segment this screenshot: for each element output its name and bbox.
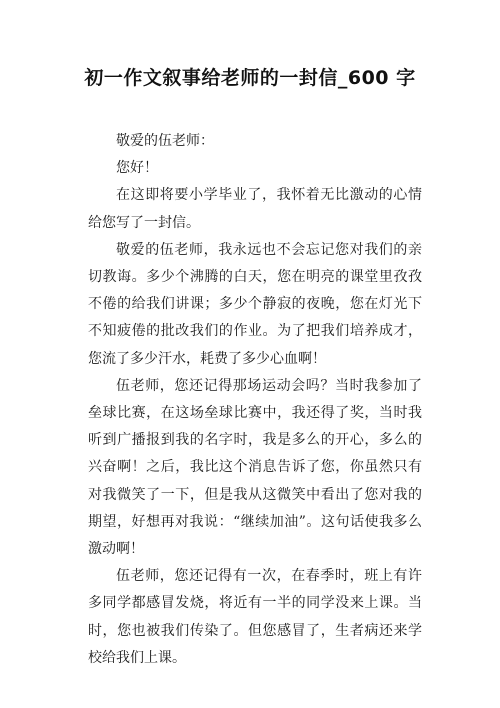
paragraph: 敬爱的伍老师，我永远也不会忘记您对我们的亲切教诲。多少个沸腾的白天，您在明亮的课堂里孜孜不倦的给我们讲课；多少个静寂的夜晚，您在灯光下不知疲倦的批改我们的作业。为了把我们培养成才，您流了多少汗水，耗费了多少心血啊！ [88,241,422,367]
greeting: 您好！ [116,160,158,177]
paragraph: 伍老师，您还记得有一次，在春季时，班上有许多同学都感冒发烧，将近有一半的同学没来上课。当时，您也被我们传染了。但您感冒了，生者病还来学校给我们上课。 [88,568,422,666]
paragraph: 在这即将要小学毕业了，我怀着无比激动的心情给您写了一封信。 [88,187,422,231]
document-body [88,128,422,672]
paragraph: 伍老师，您还记得那场运动会吗？当时我参加了垒球比赛，在这场垒球比赛中，我还得了奖，当时我听到广播报到我的名字时，我是多么的开心，多么的兴奋啊！之后，我比这个消息告诉了您，你虽然只有对我微笑了一下，但是我从这微笑中看出了您对我的期望，好想再对我说：“继续加油”。这句话使我多么激动啊！ [88,377,422,558]
salutation: 敬爱的伍老师： [116,133,214,149]
document-title: 初一作文叙事给老师的一封信_600 字 [84,67,416,89]
